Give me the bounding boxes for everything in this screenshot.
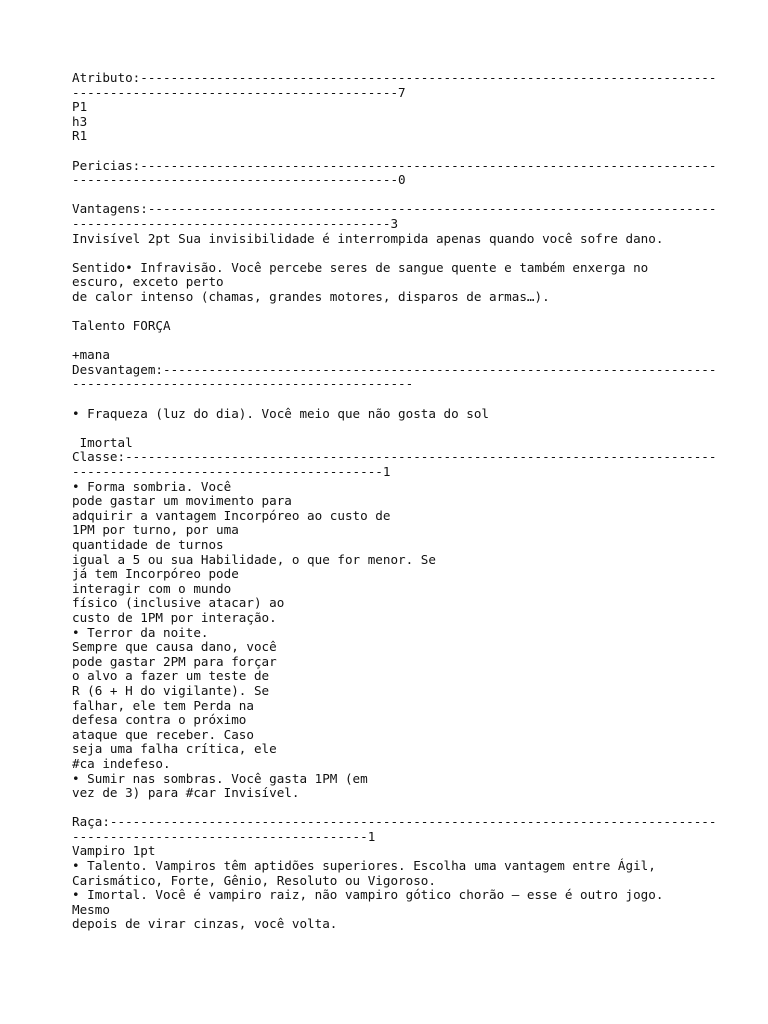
text-line: o alvo a fazer um teste de xyxy=(72,668,270,684)
text-line: -----------------------------------------1 xyxy=(72,464,391,480)
text-line: seja uma falha crítica, ele xyxy=(72,741,277,757)
text-line: quantidade de turnos xyxy=(72,537,224,552)
text-line: custo de 1PM por interação. xyxy=(72,609,277,625)
text-line: Sempre que causa dano, você xyxy=(72,639,277,655)
blank-line xyxy=(72,421,712,436)
text-line: pode gastar um movimento para xyxy=(72,493,292,509)
text-line: depois de virar cinzas, você volta. xyxy=(72,916,338,932)
text-line: interagir com o mundo xyxy=(72,580,232,596)
text-line: ataque que receber. Caso xyxy=(72,726,254,742)
text-line: • Talento. Vampiros têm aptidões superiores. Escolha uma vantagem entre Ágil, xyxy=(72,858,656,874)
blank-line xyxy=(72,188,712,203)
text-line: pode gastar 2PM para forçar xyxy=(72,653,277,669)
text-line: h3 xyxy=(72,113,88,129)
text-line: • Terror da noite. xyxy=(72,624,209,640)
text-line: • Forma sombria. Você xyxy=(72,478,232,494)
text-line: Imortal xyxy=(72,434,133,450)
text-line: Invisível 2pt Sua invisibilidade é interrompida apenas quando você sofre dano. xyxy=(72,230,664,246)
blank-line xyxy=(72,305,712,320)
text-line: defesa contra o próximo xyxy=(72,712,247,728)
text-line: Raça:-------------------------------------------------------------------------------- xyxy=(72,814,717,830)
text-line: Vantagens:--------------------------------------------------------------------------- xyxy=(72,201,717,217)
blank-line xyxy=(72,246,712,261)
text-line: Sentido• Infravisão. Você percebe seres de sangue quente e também enxerga no xyxy=(72,259,649,275)
text-line: -------------------------------------------0 xyxy=(72,172,406,188)
text-line: vez de 3) para #car Invisível. xyxy=(72,785,300,801)
text-line: • Sumir nas sombras. Você gasta 1PM (em xyxy=(72,770,368,786)
text-line: Talento FORÇA xyxy=(72,318,171,334)
blank-line xyxy=(72,392,712,407)
text-line: ---------------------------------------1 xyxy=(72,828,376,844)
text-line: ------------------------------------------3 xyxy=(72,215,399,231)
text-line: igual a 5 ou sua Habilidade, o que for menor. Se xyxy=(72,551,436,567)
text-line: Classe:------------------------------------------------------------------------------ xyxy=(72,449,717,465)
text-line: escuro, exceto perto xyxy=(72,274,224,290)
text-line: -------------------------------------------7 xyxy=(72,84,406,100)
text-line: já tem Incorpóreo pode xyxy=(72,566,239,582)
text-line: falhar, ele tem Perda na xyxy=(72,697,254,713)
text-line: R (6 + H do vigilante). Se xyxy=(72,682,270,698)
text-line: físico (inclusive atacar) ao xyxy=(72,595,285,611)
text-line: --------------------------------------------- xyxy=(72,376,414,392)
text-line: +mana xyxy=(72,347,110,363)
text-line: 1PM por turno, por uma xyxy=(72,522,239,538)
text-line: Vampiro 1pt xyxy=(72,843,156,859)
blank-line xyxy=(72,334,712,349)
blank-line xyxy=(72,144,712,159)
text-line: Pericias:---------------------------------------------------------------------------- xyxy=(72,157,717,173)
text-line: Carismático, Forte, Gênio, Resoluto ou Vigoroso. xyxy=(72,872,436,888)
text-line: • Fraqueza (luz do dia). Você meio que não gosta do sol xyxy=(72,405,490,421)
text-line: Mesmo xyxy=(72,901,110,917)
text-line: P1 xyxy=(72,99,88,115)
text-line: #ca indefeso. xyxy=(72,755,171,771)
text-line: • Imortal. Você é vampiro raiz, não vampiro gótico chorão — esse é outro jogo. xyxy=(72,887,664,903)
text-line: R1 xyxy=(72,128,88,144)
text-line: de calor intenso (chamas, grandes motores, disparos de armas…). xyxy=(72,288,550,304)
blank-line xyxy=(72,801,712,816)
text-line: Desvantagem:------------------------------------------------------------------------- xyxy=(72,361,717,377)
text-line: Atributo:---------------------------------------------------------------------------- xyxy=(72,70,717,85)
document-page xyxy=(72,70,717,932)
text-line: adquirir a vantagem Incorpóreo ao custo de xyxy=(72,507,391,523)
